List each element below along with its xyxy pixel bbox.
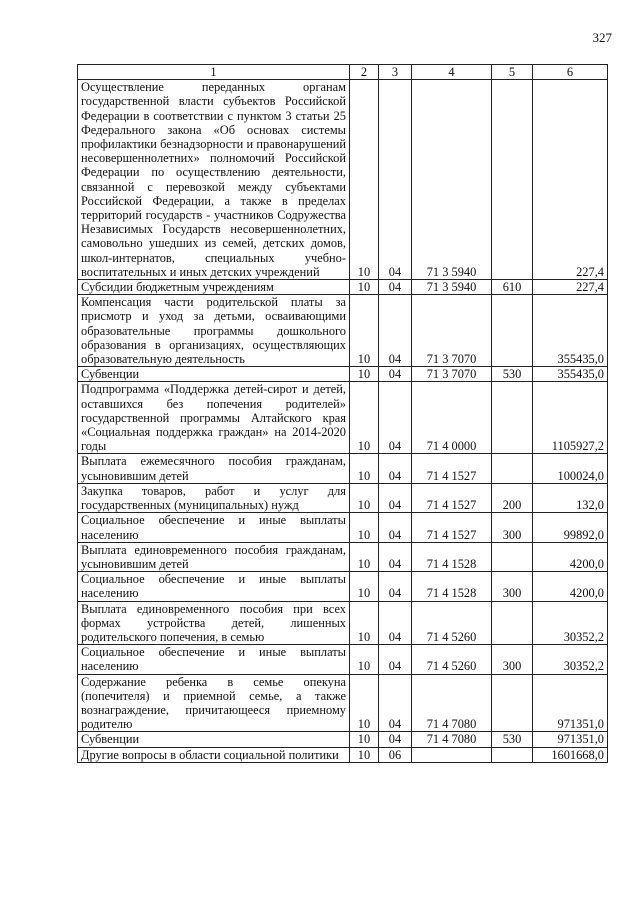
table-row: [78, 542, 608, 571]
row-target-article-cell: 71 4 1527: [412, 513, 492, 542]
table-row: [78, 674, 608, 732]
row-target-article-cell: 71 4 5260: [412, 645, 492, 674]
row-name-cell: Выплата единовременного пособия гражданам, усыновившим детей: [78, 542, 350, 571]
row-expense-type-cell: 300: [492, 572, 533, 601]
row-amount-cell: 971351,0: [533, 732, 608, 747]
row-expense-type-cell: [492, 601, 533, 645]
row-section-cell: 10: [350, 280, 379, 295]
row-amount-cell: 227,4: [533, 80, 608, 280]
row-section-cell: 10: [350, 483, 379, 512]
row-target-article-cell: 71 3 7070: [412, 367, 492, 382]
row-section-cell: 10: [350, 645, 379, 674]
row-name-cell: Подпрограмма «Поддержка детей-сирот и детей, оставшихся без попечения родителей» государственной программы Алтайского края «Социальная поддержка граждан» на 2014-2020 годы: [78, 382, 350, 454]
row-expense-type-cell: 200: [492, 483, 533, 512]
row-section-cell: 10: [350, 382, 379, 454]
table-row: [78, 645, 608, 674]
row-subsection-cell: 04: [379, 295, 412, 367]
row-subsection-cell: 04: [379, 382, 412, 454]
row-expense-type-cell: 530: [492, 732, 533, 747]
row-expense-type-cell: [492, 542, 533, 571]
row-subsection-cell: 04: [379, 601, 412, 645]
row-amount-cell: 971351,0: [533, 674, 608, 732]
row-subsection-cell: 04: [379, 674, 412, 732]
row-section-cell: 10: [350, 674, 379, 732]
row-expense-type-cell: [492, 747, 533, 762]
row-target-article-cell: 71 3 5940: [412, 280, 492, 295]
row-name-cell: Субвенции: [78, 732, 350, 747]
row-target-article-cell: 71 4 7080: [412, 674, 492, 732]
column-header: 1: [78, 65, 350, 80]
table-row: [78, 732, 608, 747]
column-header: 3: [379, 65, 412, 80]
row-subsection-cell: 04: [379, 367, 412, 382]
column-header: 5: [492, 65, 533, 80]
row-target-article-cell: 71 4 7080: [412, 732, 492, 747]
page-number: 327: [592, 30, 612, 45]
row-amount-cell: 99892,0: [533, 513, 608, 542]
row-target-article-cell: 71 4 1528: [412, 542, 492, 571]
row-target-article-cell: 71 4 1527: [412, 454, 492, 483]
row-target-article-cell: 71 4 1528: [412, 572, 492, 601]
table-row: [78, 382, 608, 454]
table-row: [78, 367, 608, 382]
row-section-cell: 10: [350, 747, 379, 762]
row-amount-cell: 30352,2: [533, 601, 608, 645]
row-name-cell: Выплата единовременного пособия при всех формах устройства детей, лишенных родительского попечения, в семью: [78, 601, 350, 645]
row-subsection-cell: 04: [379, 645, 412, 674]
row-amount-cell: 132,0: [533, 483, 608, 512]
row-name-cell: Субсидии бюджетным учреждениям: [78, 280, 350, 295]
row-target-article-cell: 71 3 7070: [412, 295, 492, 367]
row-expense-type-cell: 530: [492, 367, 533, 382]
table-row: [78, 295, 608, 367]
row-amount-cell: 1601668,0: [533, 747, 608, 762]
row-expense-type-cell: 610: [492, 280, 533, 295]
row-amount-cell: 4200,0: [533, 542, 608, 571]
row-amount-cell: 355435,0: [533, 367, 608, 382]
row-name-cell: Содержание ребенка в семье опекуна (попечителя) и приемной семье, а также вознаграждение, причитающееся приемному родителю: [78, 674, 350, 732]
row-name-cell: Социальное обеспечение и иные выплаты населению: [78, 645, 350, 674]
row-amount-cell: 30352,2: [533, 645, 608, 674]
column-header: 6: [533, 65, 608, 80]
row-expense-type-cell: [492, 674, 533, 732]
row-name-cell: Закупка товаров, работ и услуг для государственных (муниципальных) нужд: [78, 483, 350, 512]
column-header: 4: [412, 65, 492, 80]
row-name-cell: Другие вопросы в области социальной политики: [78, 747, 350, 762]
table-row: [78, 454, 608, 483]
row-name-cell: Субвенции: [78, 367, 350, 382]
budget-table: [77, 64, 608, 763]
row-target-article-cell: [412, 747, 492, 762]
row-subsection-cell: 04: [379, 542, 412, 571]
row-name-cell: Социальное обеспечение и иные выплаты населению: [78, 572, 350, 601]
column-header: 2: [350, 65, 379, 80]
row-expense-type-cell: 300: [492, 513, 533, 542]
table-row: [78, 483, 608, 512]
row-subsection-cell: 04: [379, 572, 412, 601]
row-amount-cell: 4200,0: [533, 572, 608, 601]
row-subsection-cell: 04: [379, 454, 412, 483]
row-subsection-cell: 04: [379, 513, 412, 542]
row-amount-cell: 227,4: [533, 280, 608, 295]
row-expense-type-cell: [492, 295, 533, 367]
row-section-cell: 10: [350, 572, 379, 601]
row-subsection-cell: 06: [379, 747, 412, 762]
row-section-cell: 10: [350, 454, 379, 483]
row-subsection-cell: 04: [379, 280, 412, 295]
row-amount-cell: 100024,0: [533, 454, 608, 483]
row-expense-type-cell: [492, 382, 533, 454]
row-subsection-cell: 04: [379, 732, 412, 747]
table-row: [78, 513, 608, 542]
row-target-article-cell: 71 3 5940: [412, 80, 492, 280]
row-expense-type-cell: [492, 454, 533, 483]
row-section-cell: 10: [350, 367, 379, 382]
table-row: [78, 747, 608, 762]
row-subsection-cell: 04: [379, 483, 412, 512]
row-section-cell: 10: [350, 295, 379, 367]
row-expense-type-cell: [492, 80, 533, 280]
row-amount-cell: 355435,0: [533, 295, 608, 367]
row-section-cell: 10: [350, 732, 379, 747]
row-name-cell: Компенсация части родительской платы за присмотр и уход за детьми, осваивающими образовательные программы дошкольного образования в организациях, осуществляющих образовательную деятельность: [78, 295, 350, 367]
row-subsection-cell: 04: [379, 80, 412, 280]
row-section-cell: 10: [350, 513, 379, 542]
table-row: [78, 572, 608, 601]
table-row: [78, 601, 608, 645]
row-name-cell: Выплата ежемесячного пособия гражданам, усыновившим детей: [78, 454, 350, 483]
row-amount-cell: 1105927,2: [533, 382, 608, 454]
row-name-cell: Социальное обеспечение и иные выплаты населению: [78, 513, 350, 542]
row-target-article-cell: 71 4 5260: [412, 601, 492, 645]
row-target-article-cell: 71 4 1527: [412, 483, 492, 512]
table-row: [78, 280, 608, 295]
row-section-cell: 10: [350, 601, 379, 645]
table-row: [78, 80, 608, 280]
row-section-cell: 10: [350, 80, 379, 280]
row-section-cell: 10: [350, 542, 379, 571]
row-name-cell: Осуществление переданных органам государственной власти субъектов Российской Федерации в соответствии с пунктом 3 статьи 25 Федерального закона «Об основах системы профилактики безнадзорности и правонарушений несовершеннолетних» полномочий Российской Федерации по осуществлению деятельности, связанной с перевозкой между субъектами Российской Федерации, а также в пределах территорий государств - участников Содружества Независимых Государств несовершеннолетних, самовольно ушедших из семей, детских домов, школ-интернатов, специальных учебно-воспитательных и иных детских учреждений: [78, 80, 350, 280]
row-target-article-cell: 71 4 0000: [412, 382, 492, 454]
header-row: [78, 65, 608, 80]
row-expense-type-cell: 300: [492, 645, 533, 674]
